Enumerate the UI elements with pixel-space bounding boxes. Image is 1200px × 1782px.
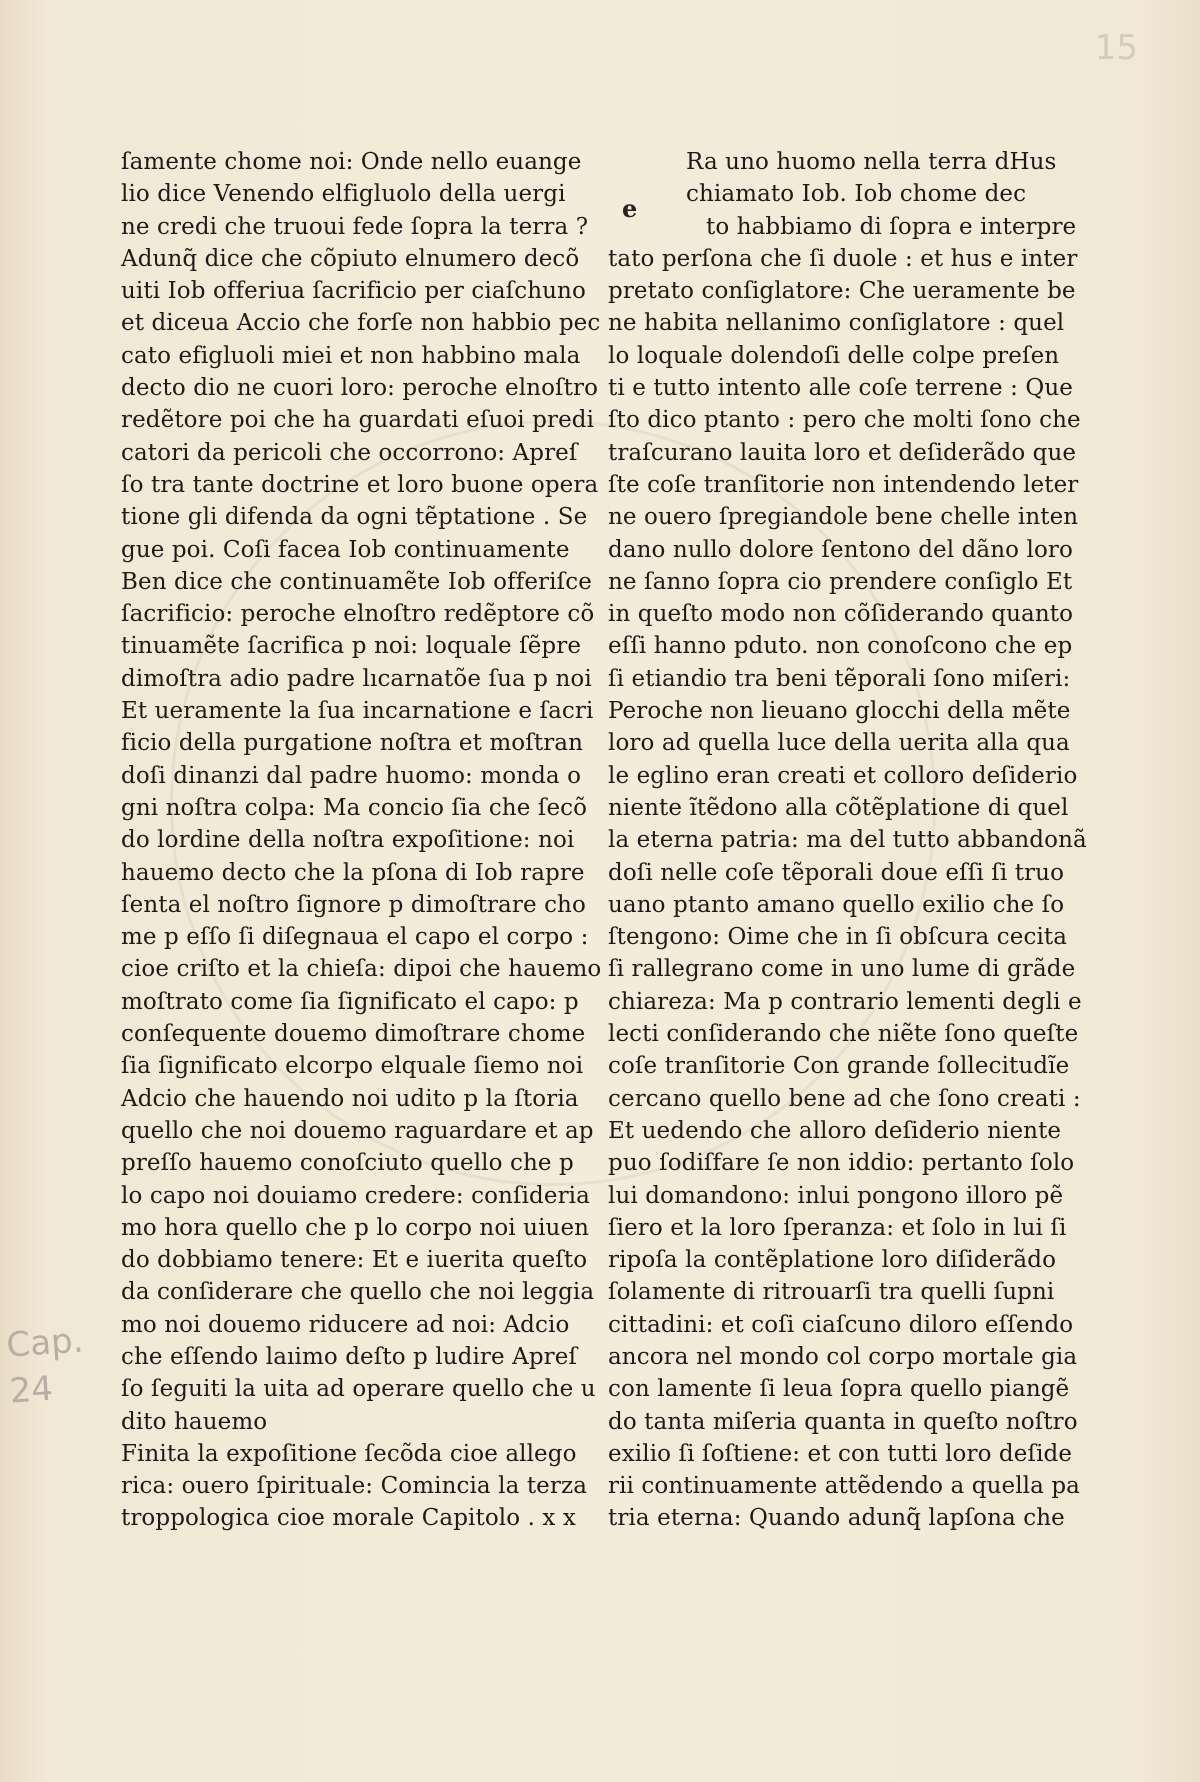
text-line: dano nullo dolore ſentono del dãno loro <box>608 536 1073 563</box>
text-line: Adcio che hauendo noi udito p la ſtoria <box>121 1085 579 1112</box>
text-line: ne credi che truoui fede ſopra la terra ? <box>121 213 589 240</box>
text-line: uiti Iob offeriua ſacrificio per ciaſchuno <box>121 278 586 305</box>
text-line: Peroche non lieuano glocchi della mẽte <box>608 698 1071 725</box>
text-line: hauemo decto che la pſona di Iob rapre <box>121 859 585 886</box>
text-line: pretato conſiglatore: Che ueramente be <box>608 278 1076 305</box>
marginal-note-line: Cap. <box>5 1320 85 1366</box>
text-line: mo hora quello che p lo corpo noi uiuen <box>121 1214 590 1241</box>
text-line: ſacrificio: peroche elnoſtro redẽptore cõ <box>121 601 595 628</box>
text-line: ſto dico ptanto : pero che molti ſono che <box>608 407 1081 434</box>
text-line: et diceua Accio che forſe non habbio pec <box>121 310 601 337</box>
text-line: ſenta el noſtro ſignore p dimoſtrare cho <box>121 891 586 918</box>
text-line: catori da pericoli che occorrono: Apreſ <box>121 439 578 466</box>
text-line: do tanta miſeria quanta in queſto noſtro <box>608 1408 1078 1435</box>
text-line: ſiero et la loro ſperanza: et ſolo in lui ſi <box>608 1214 1067 1241</box>
text-line: ne habita nellanimo conſiglatore : quel <box>608 310 1065 337</box>
text-line: ſo tra tante doctrine et loro buone opera <box>121 471 599 498</box>
text-line: da conſiderare che quello che noi leggia <box>121 1279 595 1306</box>
text-line: moſtrato come ſia ſignificato el capo: p <box>121 988 579 1015</box>
text-line: ſtengono: Oime che in ſi obſcura cecita <box>608 924 1068 951</box>
text-line: ficio della purgatione noſtra et moſtran <box>121 730 584 757</box>
text-line: lecti conſiderando che niẽte ſono queſte <box>608 1021 1079 1048</box>
text-line: in queſto modo non cõſiderando quanto <box>608 601 1074 628</box>
text-line: ne ouero ſpregiandole bene chelle inten <box>608 504 1079 531</box>
text-line: lui domandono: inlui pongono illoro pẽ <box>608 1182 1064 1209</box>
text-line: preſſo hauemo conoſciuto quello che p <box>121 1150 574 1177</box>
text-line: traſcurano lauita loro et deſiderãdo que <box>608 439 1077 466</box>
left-text-column <box>121 146 602 1535</box>
text-line: conſequente douemo dimoſtrare chome <box>121 1021 586 1048</box>
text-line: ſo ſeguiti la uita ad operare quello che u <box>121 1376 596 1403</box>
text-line: coſe tranſitorie Con grande ſollecitudĩe <box>608 1053 1070 1080</box>
text-line: redẽtore poi che ha guardati eſuoi predi <box>121 407 595 434</box>
text-line: tione gli difenda da ogni tẽptatione . Se <box>121 504 588 531</box>
text-line: uano ptanto amano quello exilio che ſo <box>608 891 1065 918</box>
text-line: quello che noi douemo raguardare et ap <box>121 1117 594 1144</box>
text-line: che eſſendo laıimo deſto p ludire Apreſ <box>121 1343 578 1370</box>
folio-number: 15 <box>1094 28 1138 68</box>
text-line: exilio ſi ſoſtiene: et con tutti loro deſide <box>608 1440 1073 1467</box>
text-line: ſte coſe tranſitorie non intendendo leter <box>608 471 1079 498</box>
text-line: rica: ouero ſpirituale: Comincia la terza <box>121 1473 588 1500</box>
text-line: to habbiamo di ſopra e interpre <box>706 213 1077 240</box>
text-line: gni noſtra colpa: Ma concio ſia che ſecõ <box>121 794 588 821</box>
text-line: chiamato Iob. Iob chome dec <box>686 181 1027 208</box>
text-line: rii continuamente attẽdendo a quella pa <box>608 1473 1080 1500</box>
right-text-column <box>608 146 1087 1535</box>
text-line: ne ſanno ſopra cio prendere conſiglo Et <box>608 568 1073 595</box>
text-line: cercano quello bene ad che ſono creati : <box>608 1085 1081 1112</box>
text-line: gue poi. Coſi facea Iob continuamente <box>121 536 570 563</box>
text-line: cittadini: et coſi ciaſcuno diloro eſſendo <box>608 1311 1074 1338</box>
text-line: ſia ſignificato elcorpo elquale ſiemo noi <box>121 1053 584 1080</box>
marginal-note-line: 24 <box>8 1368 55 1412</box>
text-line: decto dio ne cuori loro: peroche elnoſtro <box>121 375 599 402</box>
text-line: tinuamẽte ſacrifica p noi: loquale ſẽpre <box>121 633 582 660</box>
text-line: con lamente ſi leua ſopra quello piangẽ <box>608 1376 1070 1403</box>
text-line: le eglino eran creati et colloro deſiderio <box>608 762 1078 789</box>
text-line: doſi nelle coſe tẽporali doue eſſi ſi truo <box>608 859 1065 886</box>
text-line: ancora nel mondo col corpo mortale gia <box>608 1343 1078 1370</box>
text-line: la eterna patria: ma del tutto abbandonã <box>608 827 1087 854</box>
text-line: troppologica cioe morale Capitolo . x x <box>121 1505 576 1532</box>
guide-letter: e <box>622 194 638 223</box>
text-line: doſi dinanzi dal padre huomo: monda o <box>121 762 582 789</box>
marginal-note <box>5 1317 88 1414</box>
text-line: do lordine della noſtra expoſitione: noi <box>121 827 575 854</box>
text-line: do dobbiamo tenere: Et e iuerita queſto <box>121 1247 588 1274</box>
text-line: dito hauemo <box>121 1408 268 1435</box>
text-line: Ra uno huomo nella terra dHus <box>686 149 1057 175</box>
text-line: niente ĩtẽdono alla cõtẽplatione di quel <box>608 794 1069 821</box>
text-line: ripoſa la contẽplatione loro diſiderãdo <box>608 1247 1057 1274</box>
text-line: me p eſſo ſi diſegnaua el capo el corpo : <box>121 924 589 951</box>
text-line: ſi rallegrano come in uno lume di grãde <box>608 956 1076 983</box>
text-line: Et ueramente la ſua incarnatione e ſacri <box>121 698 594 725</box>
text-line: Finita la expoſitione ſecõda cioe allego <box>121 1440 577 1467</box>
text-line: eſſi hanno pduto. non conoſcono che ep <box>608 633 1073 660</box>
text-line: Et uedendo che alloro deſiderio niente <box>608 1117 1062 1144</box>
text-line: tria eterna: Quando adunq̃ lapſona che <box>608 1505 1065 1532</box>
text-line: loro ad quella luce della uerita alla qua <box>608 730 1070 757</box>
text-line: ſamente chome noi: Onde nello euange <box>121 149 582 175</box>
text-line: lo loquale dolendoſi delle colpe preſen <box>608 342 1060 369</box>
text-line: dimoſtra adio padre lıcarnatõe ſua p noi <box>121 665 592 692</box>
text-line: cioe criſto et la chieſa: dipoi che hauemo <box>121 956 602 983</box>
text-line: lo capo noi douiamo credere: conſideria <box>121 1182 590 1209</box>
text-line: ſi etiandio tra beni tẽporali ſono miſeri: <box>608 665 1071 692</box>
text-line: Adunq̃ dice che cõpiuto elnumero decõ <box>121 245 580 272</box>
text-line: chiareza: Ma p contrario lementi degli e <box>608 988 1082 1015</box>
text-line: tato perſona che ſi duole : et hus e inter <box>608 245 1078 272</box>
text-line: ti e tutto intento alle coſe terrene : Que <box>608 375 1074 402</box>
text-line: puo ſodiſfare ſe non iddio: pertanto ſolo <box>608 1150 1075 1177</box>
text-line: Ben dice che continuamẽte Iob offeriſce <box>121 568 592 595</box>
text-line: cato efigluoli miei et non habbino mala <box>121 342 581 369</box>
text-line: mo noi douemo riducere ad noi: Adcio <box>121 1311 570 1338</box>
text-line: lio dice Venendo elfigluolo della uergi <box>121 181 566 208</box>
text-line: ſolamente di ritrouarſi tra quelli ſupni <box>608 1279 1055 1306</box>
